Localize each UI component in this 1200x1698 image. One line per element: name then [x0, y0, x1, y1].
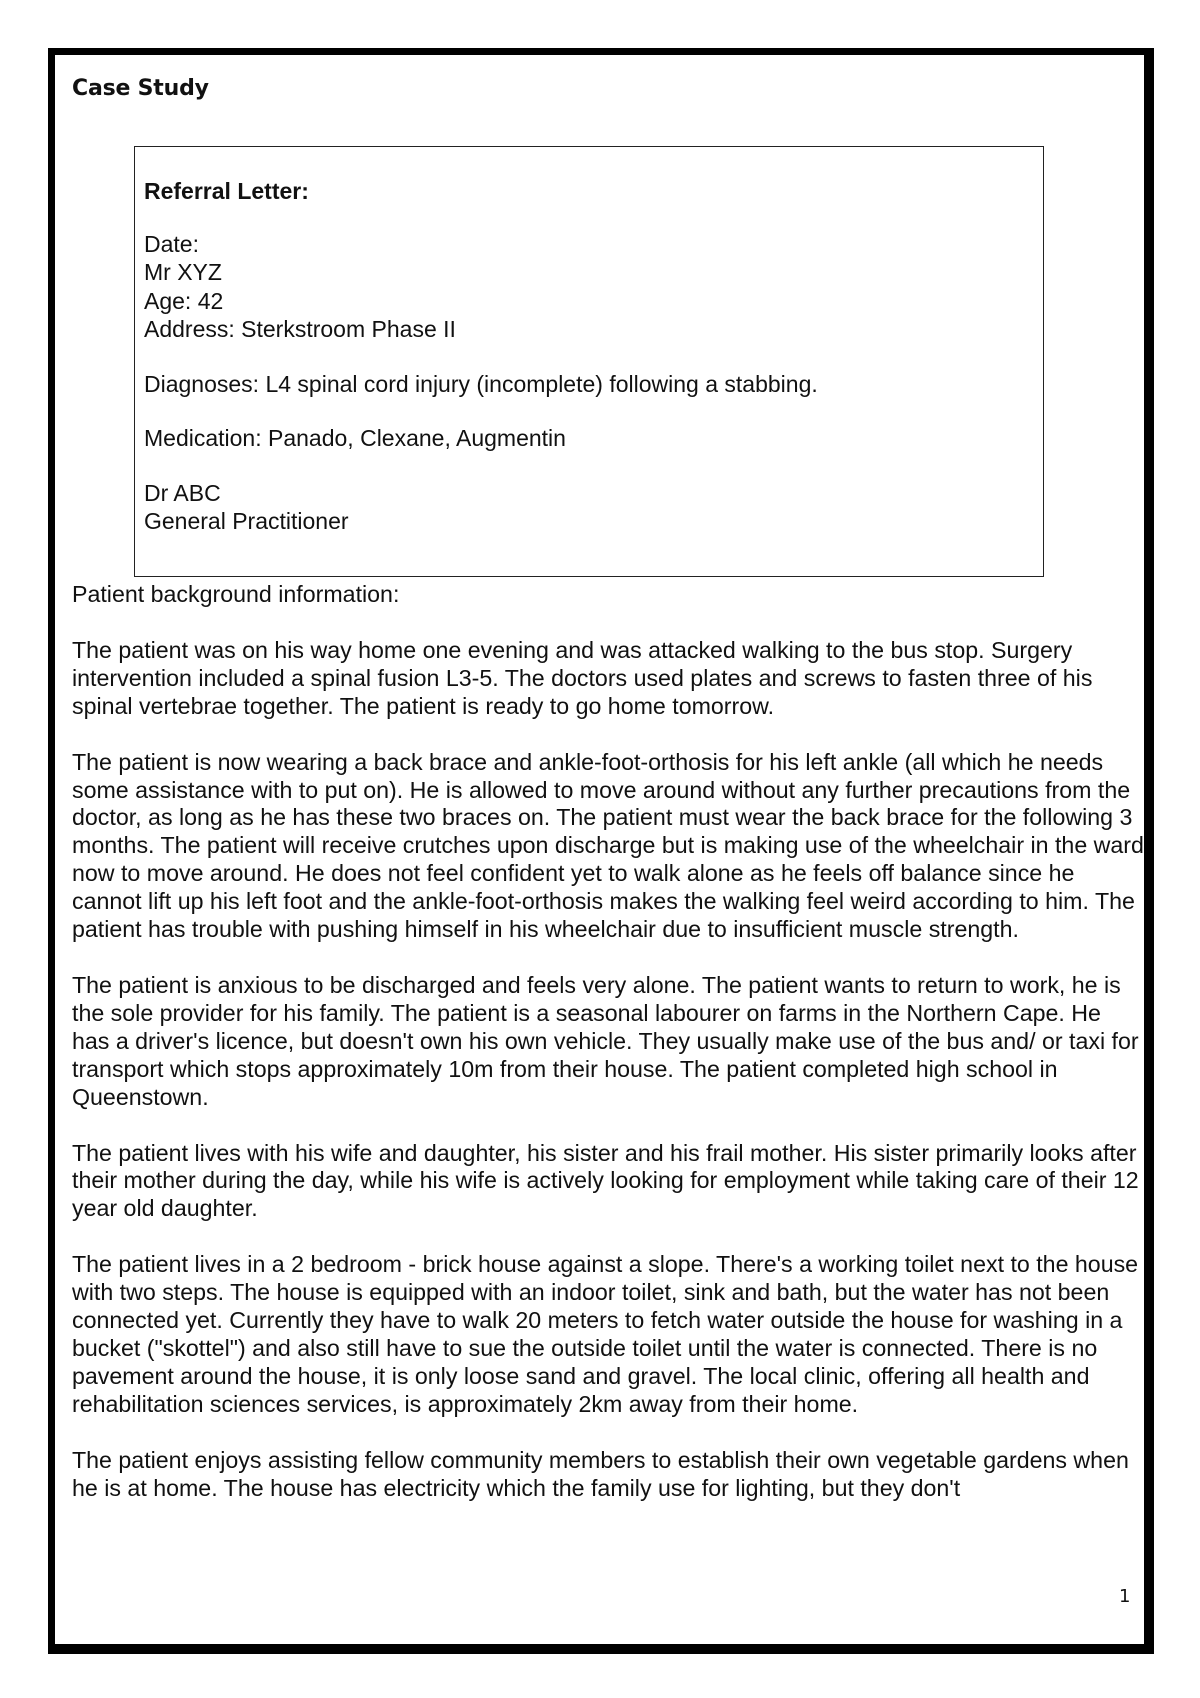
background-paragraph: The patient is anxious to be discharged and feels very alone. The patient wants to return to work, he is the sole provider for his family. The patient is a seasonal labourer on farms in the Northern Cape. He has a driver's licence, but doesn't own his own vehicle. They usually make use of the bus and/ or taxi for transport which stops approximately 10m from their house. The patient completed high school in Queenstown. [72, 971, 1139, 1110]
background-paragraph: The patient was on his way home one evening and was attacked walking to the bus stop. Surgery intervention included a spinal fusion L3-5. The doctors used plates and screws to fasten three of his spinal vertebrae together. The patient is ready to go home tomorrow. [72, 636, 1093, 719]
referral-heading: Referral Letter: [144, 178, 309, 204]
referral-diagnoses: Diagnoses: L4 spinal cord injury (incomplete) following a stabbing. [144, 370, 818, 397]
patient-background-section [72, 581, 1144, 1530]
referral-age: Age: 42 [144, 287, 224, 314]
referral-patient-name: Mr XYZ [144, 259, 222, 285]
referral-doctor: Dr ABC [144, 479, 221, 506]
referral-date: Date: [144, 230, 199, 257]
background-paragraph: The patient is now wearing a back brace and ankle-foot-orthosis for his left ankle (all which he needs some assistance with to put on). He is allowed to move around without any further precautions from the doctor, as long as he has these two braces on. The patient must wear the back brace for the following 3 months. The patient will receive crutches upon discharge but is making use of the wheelchair in the ward now to move around. He does not feel confident yet to walk alone as he feels off balance since he cannot lift up his left foot and the ankle-foot-orthosis makes the walking feel weird according to him. The patient has trouble with pushing himself in his wheelchair due to insufficient muscle strength. [72, 748, 1144, 943]
page-number: 1 [1119, 1586, 1131, 1607]
referral-medication: Medication: Panado, Clexane, Augmentin [144, 425, 566, 451]
background-label: Patient background information: [72, 581, 400, 607]
background-paragraph: The patient enjoys assisting fellow community members to establish their own vegetable gardens when he is at home. The house has electricity which the family use for lighting, but they don't [72, 1446, 1129, 1501]
referral-letter-box [134, 146, 1044, 577]
background-paragraph: The patient lives in a 2 bedroom - brick house against a slope. There's a working toilet next to the house with two steps. The house is equipped with an indoor toilet, sink and bath, but the water has not been connected yet. Currently they have to walk 20 meters to fetch water outside the house for washing in a bucket ("skottel") and also still have to sue the outside toilet until the water is connected. There is no pavement around the house, it is only loose sand and gravel. The local clinic, offering all health and rehabilitation sciences services, is approximately 2km away from their home. [72, 1251, 1139, 1417]
referral-doctor-role: General Practitioner [144, 508, 349, 534]
referral-address: Address: Sterkstroom Phase II [144, 316, 456, 342]
document-title: Case Study [72, 76, 209, 101]
background-paragraph: The patient lives with his wife and daughter, his sister and his frail mother. His sister primarily looks after their mother during the day, while his wife is actively looking for employment while taking care of their 12 year old daughter. [72, 1139, 1139, 1222]
